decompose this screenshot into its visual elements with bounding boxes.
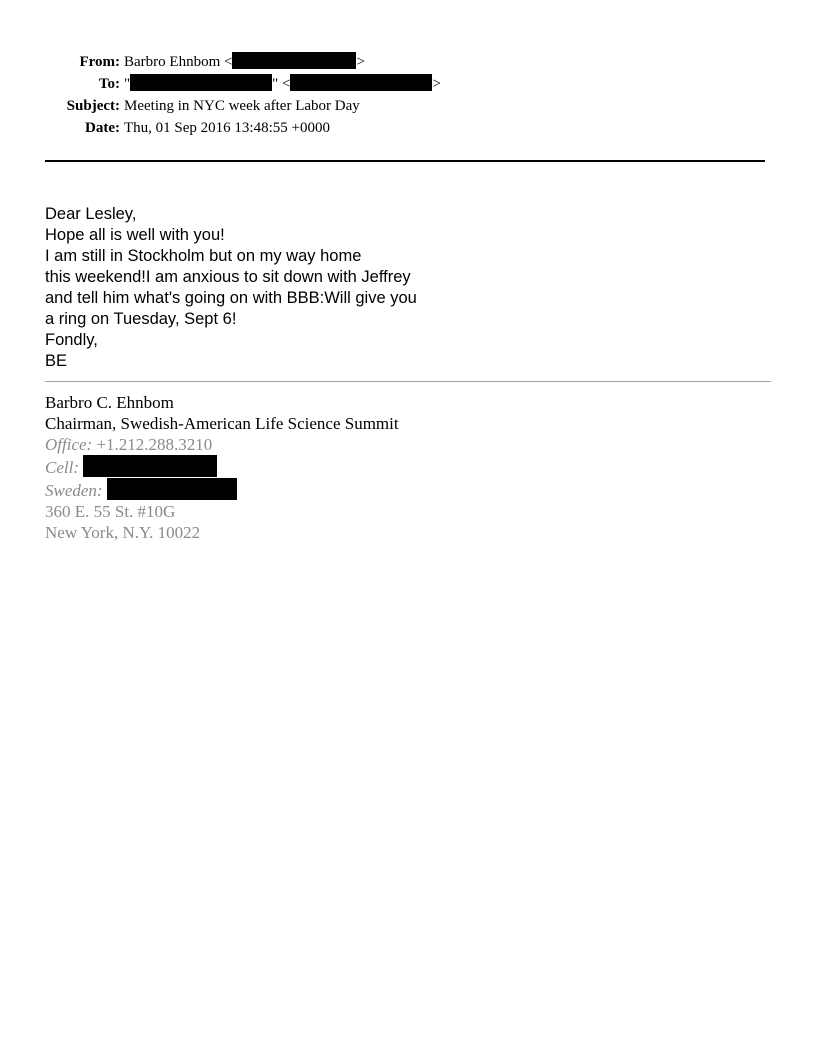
office-value: +1.212.288.3210: [92, 435, 213, 454]
redacted-email-block: [232, 52, 356, 69]
body-line: Fondly,: [45, 331, 98, 349]
body-line: Hope all is well with you!: [45, 226, 225, 244]
body-line: a ring on Tuesday, Sept 6!: [45, 310, 237, 328]
signature-block: [45, 392, 745, 543]
to-value: [124, 74, 441, 94]
redacted-phone-block: [83, 455, 217, 477]
from-label: From:: [79, 54, 120, 70]
signature-sweden: [45, 478, 745, 501]
date-label: Date:: [85, 120, 120, 136]
from-value: [124, 52, 365, 72]
redacted-phone-block: [107, 478, 237, 500]
signature-address-line1: 360 E. 55 St. #10G: [45, 502, 176, 521]
signature-office: [45, 434, 745, 455]
redacted-name-block: [130, 74, 272, 91]
email-header: [0, 52, 816, 140]
body-line: this weekend!I am anxious to sit down with Jeffrey: [45, 268, 411, 286]
header-divider: [45, 160, 765, 162]
body-line: and tell him what's going on with BBB:Will give you: [45, 289, 417, 307]
to-row: [0, 74, 816, 96]
cell-label: Cell:: [45, 458, 79, 477]
signature-title: Chairman, Swedish-American Life Science Summit: [45, 414, 399, 433]
to-close: >: [432, 76, 441, 92]
body-line: BE: [45, 352, 68, 370]
to-mid: " <: [272, 76, 291, 92]
subject-row: [0, 96, 816, 118]
to-open-quote: ": [124, 76, 131, 92]
message-body: [45, 204, 745, 372]
signature-divider: [45, 381, 771, 382]
subject-value: Meeting in NYC week after Labor Day: [124, 98, 360, 114]
redacted-email-block: [290, 74, 432, 91]
body-line: I am still in Stockholm but on my way home: [45, 247, 362, 265]
from-name: Barbro Ehnbom <: [124, 54, 233, 70]
sweden-label: Sweden:: [45, 481, 103, 500]
from-row: [0, 52, 816, 74]
date-row: [0, 118, 816, 140]
signature-name: Barbro C. Ehnbom: [45, 393, 174, 412]
date-value: Thu, 01 Sep 2016 13:48:55 +0000: [124, 120, 330, 136]
to-label: To:: [98, 76, 120, 92]
from-close: >: [356, 54, 365, 70]
signature-cell: [45, 455, 745, 478]
body-line: Dear Lesley,: [45, 205, 137, 223]
signature-address-line2: New York, N.Y. 10022: [45, 523, 201, 542]
subject-label: Subject:: [66, 98, 120, 114]
office-label: Office:: [45, 435, 93, 454]
